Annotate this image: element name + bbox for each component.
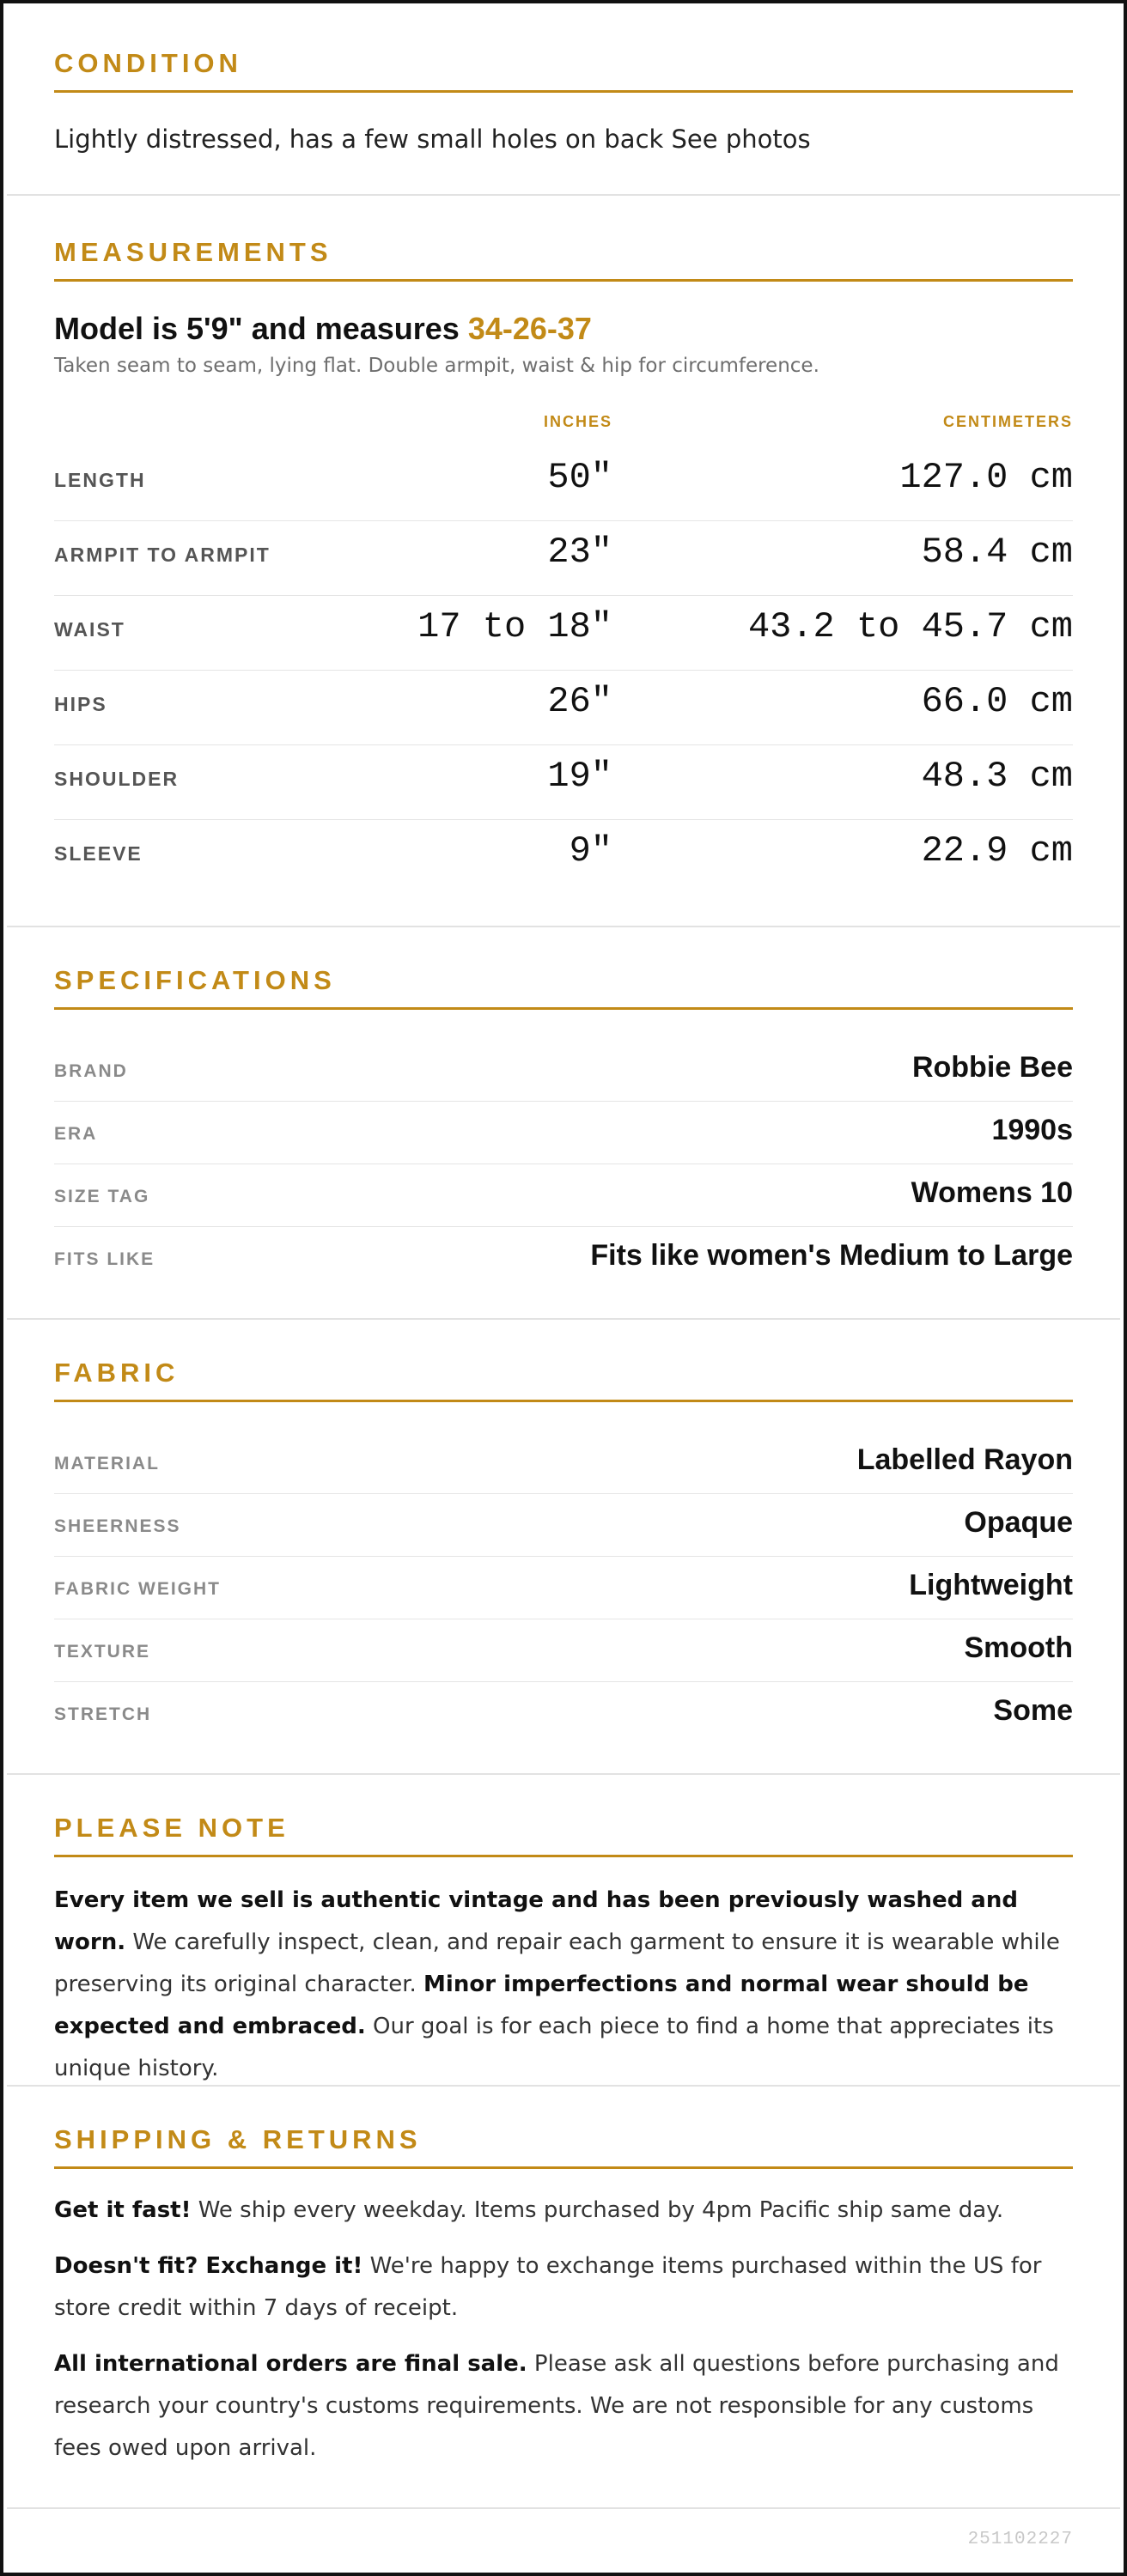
model-stats: 34-26-37 [467,311,592,346]
fabric-row-stretch [54,1682,1073,1745]
measurement-cm: 127.0 cm [899,457,1073,498]
fabric-value: Opaque [964,1506,1073,1539]
centimeters-column-header: CENTIMETERS [942,413,1073,430]
shipping-exchange [54,2245,1073,2330]
fabric-value: Smooth [964,1631,1073,1664]
shipping-body: We ship every weekday. Items purchased by 4pm Pacific ship same day. [191,2197,1004,2223]
shipping-body: We're happy to exchange items purchased within the US for store credit within 7 days of receipt. [54,2253,1042,2321]
fabric-row-weight [54,1557,1073,1619]
condition-rule [54,90,1073,93]
fabric-row-material [54,1431,1073,1494]
fabric-label: TEXTURE [54,1642,151,1662]
measurement-note: Taken seam to seam, lying flat. Double armpit, waist & hip for circumference. [54,355,819,377]
shipping-emphasis: Doesn't fit? Exchange it! [54,2253,363,2279]
specifications-section [7,927,1120,1320]
measurements-section [7,196,1120,927]
fabric-label: STRETCH [54,1704,152,1724]
fabric-value: Labelled Rayon [856,1443,1073,1476]
measurement-cm: 43.2 to 45.7 cm [747,606,1073,647]
fabric-row-sheerness [54,1494,1073,1557]
spec-row-era [54,1102,1073,1164]
condition-section [7,7,1120,196]
shipping-heading: SHIPPING & RETURNS [54,2124,422,2154]
measurement-row-shoulder [54,745,1073,820]
shipping-fast [54,2190,1073,2232]
measurement-inches: 26" [547,681,612,722]
note-body: Our goal is for each piece to find a home that appreciates its unique history. [54,2014,1054,2081]
spec-row-brand [54,1039,1073,1102]
measurement-label: SHOULDER [54,768,180,790]
shipping-rule [54,2166,1073,2169]
spec-label: FITS LIKE [54,1249,155,1269]
measurement-row-hips [54,671,1073,745]
model-measures [54,311,592,347]
spec-row-size-tag [54,1164,1073,1227]
condition-text: Lightly distressed, has a few small holes on back See photos [54,125,811,154]
spec-value: Womens 10 [911,1176,1073,1209]
spec-row-fits-like [54,1227,1073,1290]
please-note-section [7,1775,1120,2087]
fabric-value: Lightweight [909,1569,1073,1601]
fabric-section [7,1320,1120,1775]
measurement-row-waist [54,596,1073,671]
note-emphasis: Minor imperfections and normal wear should be expected and embraced. [54,1971,1029,2039]
measurement-label: WAIST [54,618,125,641]
note-emphasis: Every item we sell is authentic vintage and has been previously washed and worn. [54,1887,1018,1955]
measurement-inches: 17 to 18" [417,606,612,647]
spec-value: 1990s [991,1114,1073,1146]
fabric-rule [54,1400,1073,1402]
measurement-inches: 50" [547,457,612,498]
measurements-rule [54,279,1073,282]
measurement-label: HIPS [54,693,107,715]
measurement-label: ARMPIT TO ARMPIT [54,544,271,566]
spec-value: Robbie Bee [911,1051,1073,1084]
measurement-cm: 22.9 cm [921,830,1073,872]
model-prefix: Model is 5'9" and measures [54,311,468,346]
measurement-row-armpit [54,521,1073,596]
fabric-row-texture [54,1619,1073,1682]
measurement-label: LENGTH [54,469,146,491]
spec-value: Fits like women's Medium to Large [590,1239,1073,1272]
spec-label: ERA [54,1124,98,1144]
measurement-cm: 58.4 cm [921,532,1073,573]
shipping-emphasis: All international orders are final sale. [54,2351,527,2377]
please-note-rule [54,1855,1073,1857]
please-note-text [54,1880,1073,2090]
product-serial: 251102227 [967,2530,1073,2549]
spec-label: SIZE TAG [54,1187,150,1206]
specifications-heading: SPECIFICATIONS [54,965,336,995]
measurement-row-length [54,447,1073,521]
specifications-rule [54,1007,1073,1010]
measurement-cm: 66.0 cm [921,681,1073,722]
measurement-inches: 23" [547,532,612,573]
please-note-heading: PLEASE NOTE [54,1813,289,1843]
fabric-label: SHEERNESS [54,1516,181,1536]
condition-heading: CONDITION [54,48,242,78]
measurements-heading: MEASUREMENTS [54,237,332,267]
fabric-label: MATERIAL [54,1454,160,1473]
fabric-value: Some [993,1694,1073,1727]
spec-label: BRAND [54,1061,128,1081]
measurement-inches: 19" [547,756,612,797]
shipping-section [7,2087,1120,2509]
fabric-heading: FABRIC [54,1358,180,1388]
shipping-international [54,2343,1073,2470]
note-body: We carefully inspect, clean, and repair each garment to ensure it is wearable while preserving its original character. [54,1929,1060,1997]
fabric-label: FABRIC WEIGHT [54,1579,221,1599]
measurement-label: SLEEVE [54,842,143,865]
measurement-inches: 9" [569,830,612,872]
inches-column-header: INCHES [543,413,612,430]
measurement-row-sleeve [54,820,1073,895]
measurement-cm: 48.3 cm [921,756,1073,797]
shipping-body: Please ask all questions before purchasing and research your country's customs requirements. We are not responsible for any customs fees owed upon arrival. [54,2351,1059,2461]
shipping-emphasis: Get it fast! [54,2197,192,2223]
